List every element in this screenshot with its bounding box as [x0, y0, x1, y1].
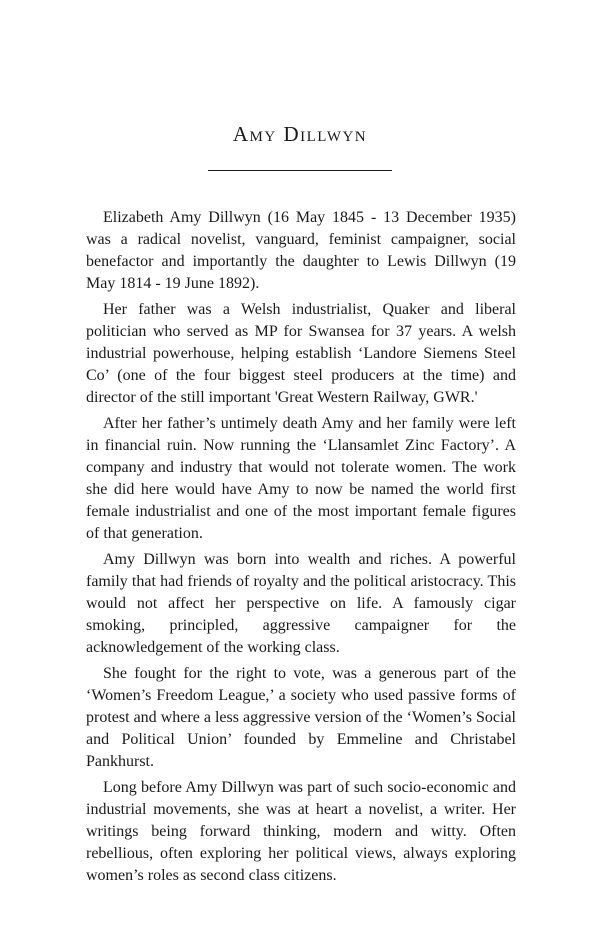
paragraph: Long before Amy Dillwyn was part of such socio-economic and industrial movements, she was at heart a novelist, a writer. Her writings being forward thinking, modern and witty. Often rebellious, often exploring her political views, always exploring women’s roles as second class citizens. [86, 779, 516, 884]
paragraph: She fought for the right to vote, was a generous part of the ‘Women’s Freedom League,’ a society who used passive forms of protest and where a less aggressive version of the ‘Women’s Social and Political Union’ founded by Emmeline and Christabel Pankhurst. [86, 665, 516, 770]
chapter-title: Amy Dillwyn [232, 122, 368, 146]
body-text [86, 207, 516, 887]
title-divider [208, 170, 392, 171]
paragraph: Her father was a Welsh industrialist, Quaker and liberal politician who served as MP for Swansea for 37 years. A welsh industrial powerhouse, helping establish ‘Landore Siemens Steel Co’ (one of the four biggest steel producers at the time) and director of the still important 'Great Western Railway, GWR.' [86, 301, 516, 406]
paragraph: After her father’s untimely death Amy and her family were left in financial ruin. Now running the ‘Llansamlet Zinc Factory’. A company and industry that would not tolerate women. The work she did here would have Amy to now be named the world first female industrialist and one of the most important female figures of that generation. [86, 415, 516, 542]
paragraph: Elizabeth Amy Dillwyn (16 May 1845 - 13 December 1935) was a radical novelist, vanguard, feminist campaigner, social benefactor and importantly the daughter to Lewis Dillwyn (19 May 1814 - 19 June 1892). [86, 209, 516, 292]
paragraph: Amy Dillwyn was born into wealth and riches. A powerful family that had friends of royalty and the political aristocracy. This would not affect her perspective on life. A famously cigar smoking, principled, aggressive campaigner for the acknowledgement of the working class. [86, 551, 516, 656]
